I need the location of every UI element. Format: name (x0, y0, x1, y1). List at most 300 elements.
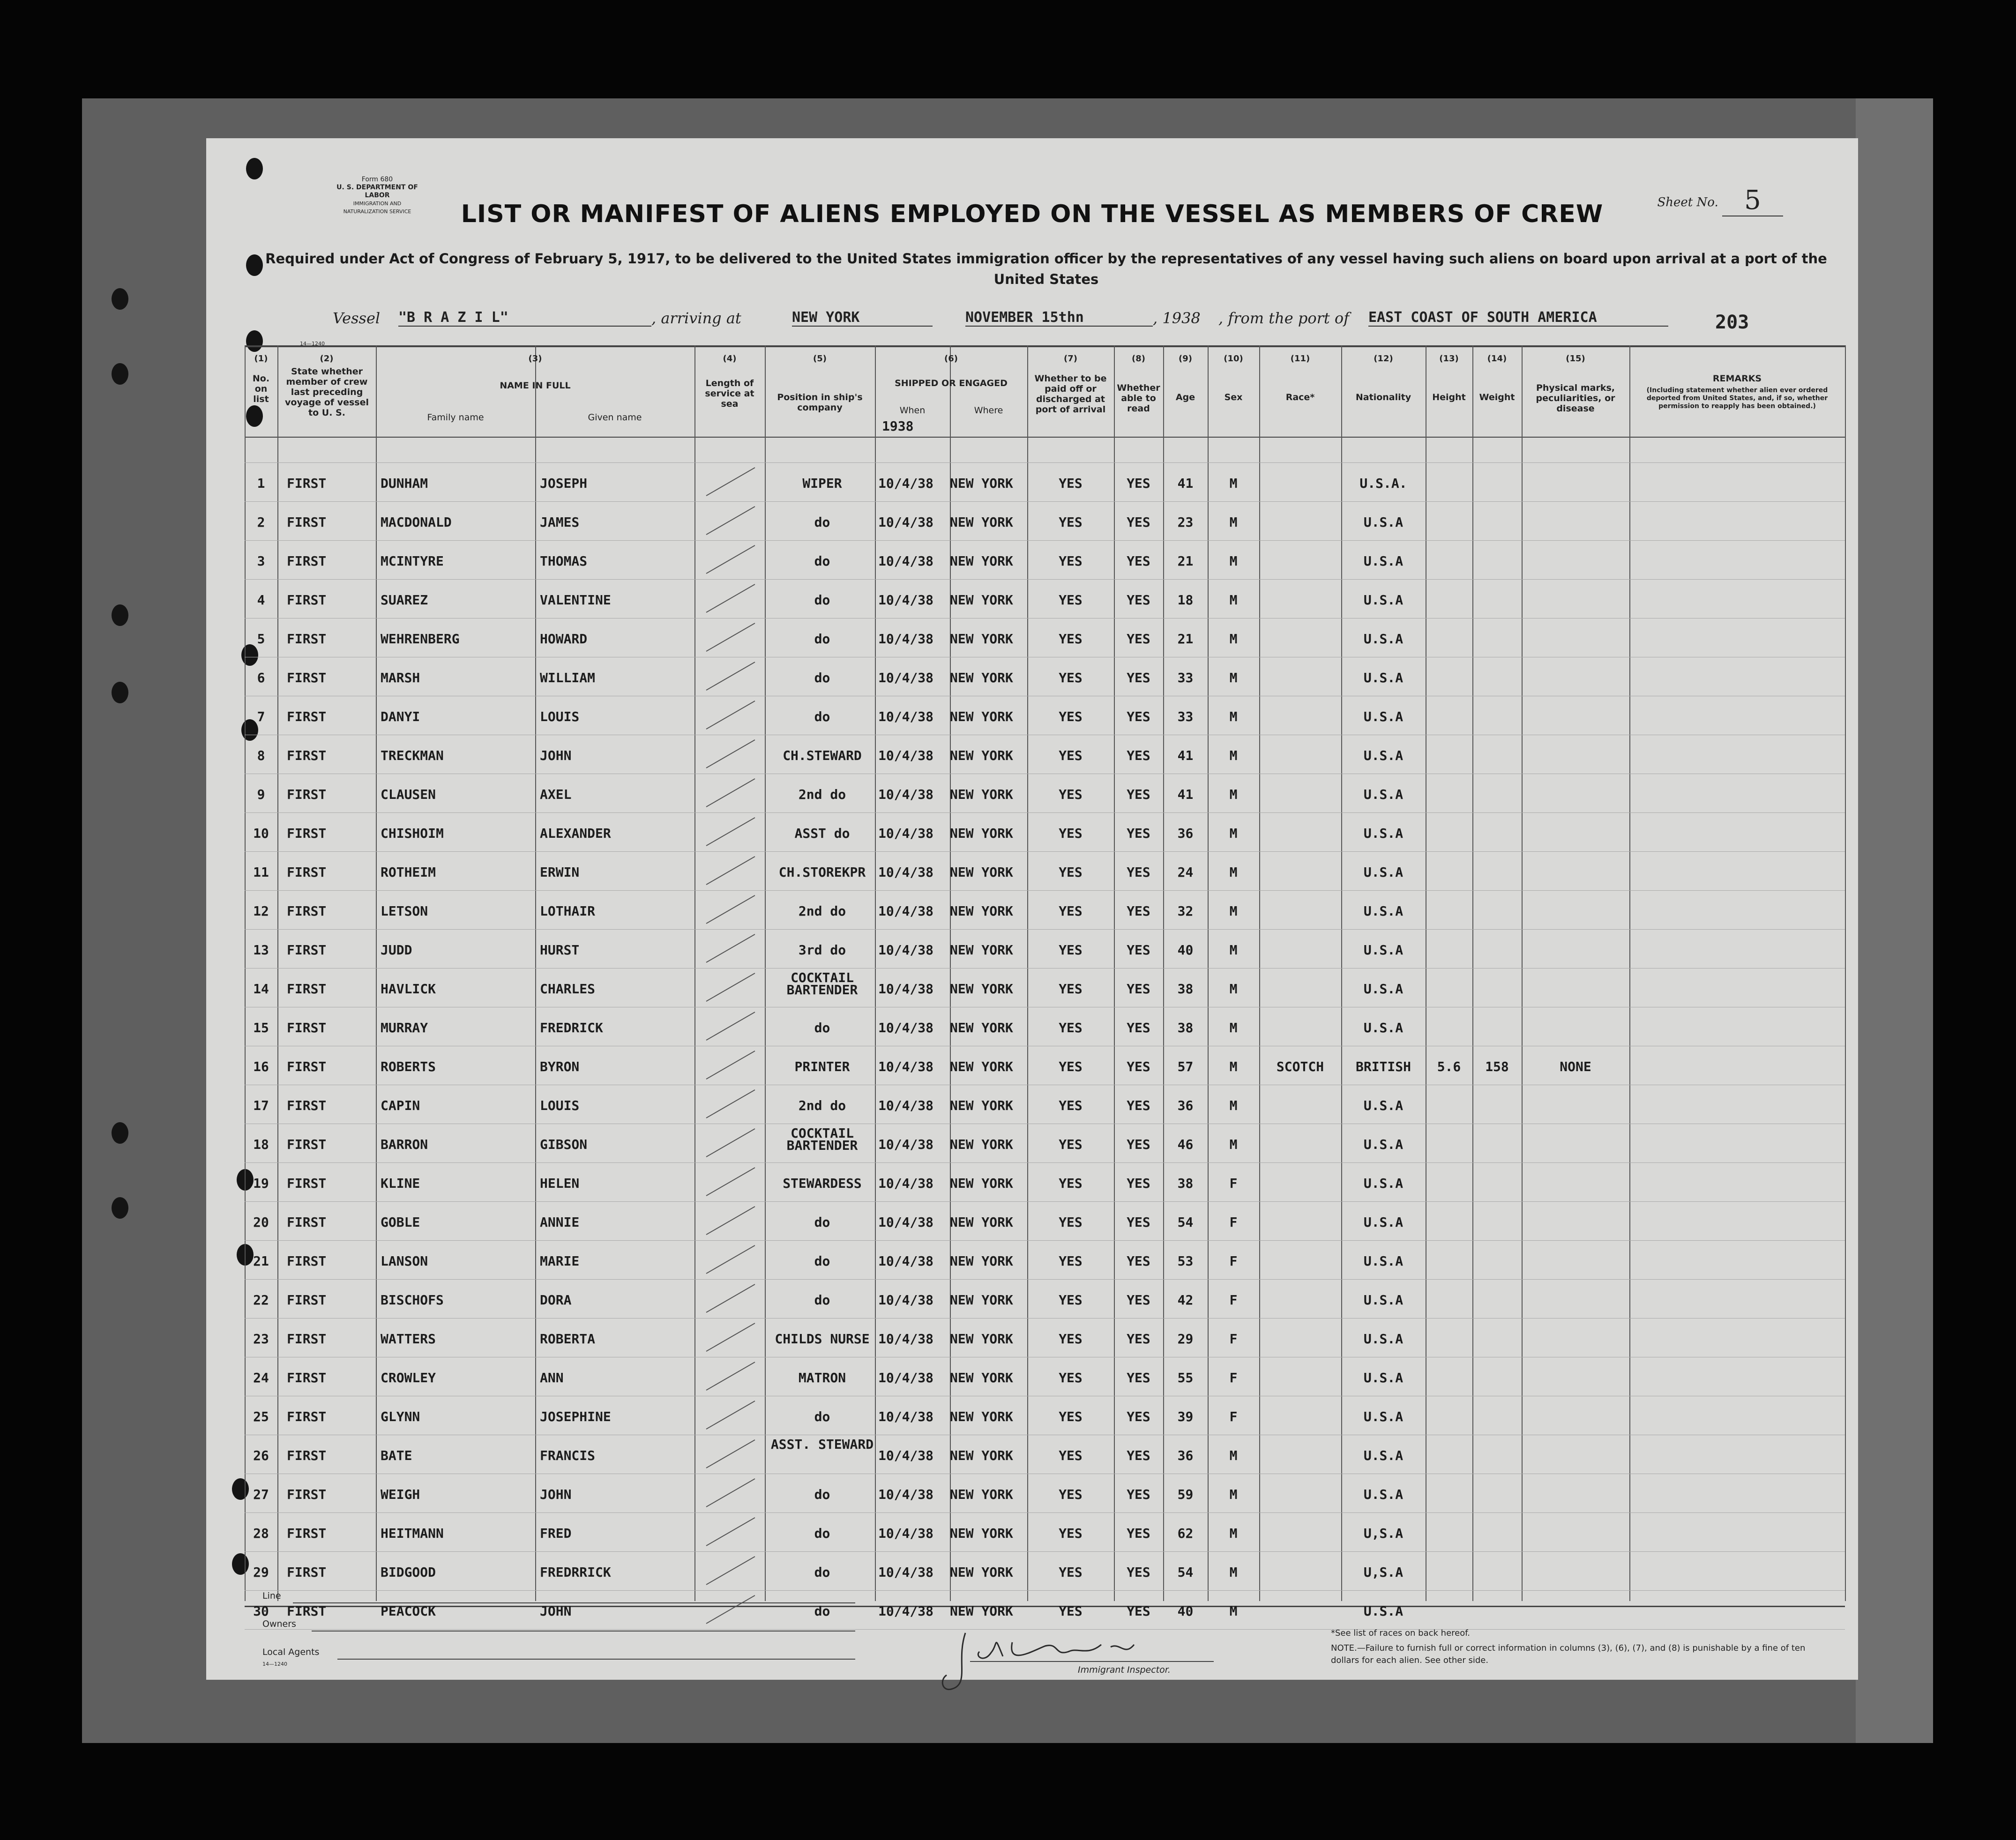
row-rule (245, 1551, 1845, 1552)
shipped-when: 10/4/38 (878, 514, 934, 530)
paid-off: YES (1059, 903, 1083, 919)
able-to-read: YES (1127, 1253, 1150, 1269)
paid-off: YES (1059, 476, 1083, 491)
col-3-number: (3) (528, 354, 542, 364)
age: 36 (1177, 1448, 1194, 1463)
sex: M (1229, 631, 1238, 647)
service-length-mark (706, 1206, 755, 1235)
given-name: HURST (540, 942, 580, 958)
paid-off: YES (1059, 631, 1083, 647)
paid-off: YES (1059, 942, 1083, 958)
crew-status: FIRST (287, 864, 327, 880)
service-length-mark (706, 1284, 755, 1313)
row-number: 23 (253, 1331, 269, 1347)
shipped-where: NEW YORK (950, 1059, 1013, 1074)
service-length-mark (706, 1050, 755, 1080)
given-name: JAMES (540, 514, 580, 530)
able-to-read: YES (1127, 1448, 1150, 1463)
family-name: KLINE (381, 1176, 420, 1191)
row-number: 16 (253, 1059, 269, 1074)
sex: M (1229, 903, 1238, 919)
age: 42 (1177, 1292, 1194, 1308)
crew-status: FIRST (287, 1098, 327, 1113)
position: do (814, 1487, 830, 1502)
crew-status: FIRST (287, 787, 327, 802)
crew-status: FIRST (287, 476, 327, 491)
given-name: CHARLES (540, 981, 596, 997)
given-name: WILLIAM (540, 670, 596, 685)
nationality: U,S.A (1363, 1564, 1404, 1580)
shipped-when: 10/4/38 (878, 1098, 934, 1113)
nationality: U.S.A (1363, 1370, 1404, 1386)
crew-status: FIRST (287, 553, 327, 569)
given-name: ALEXANDER (540, 826, 611, 841)
position: PRINTER (794, 1059, 850, 1074)
nationality: U.S.A (1363, 709, 1404, 724)
paid-off: YES (1059, 1526, 1083, 1541)
from-port: EAST COAST OF SOUTH AMERICA (1368, 309, 1668, 327)
service-length-mark (706, 1089, 755, 1118)
paid-off: YES (1059, 1487, 1083, 1502)
service-length-mark (706, 584, 755, 613)
row-number: 24 (253, 1370, 269, 1386)
family-name: ROTHEIM (381, 864, 436, 880)
paid-off: YES (1059, 1292, 1083, 1308)
sex: M (1229, 1564, 1238, 1580)
nationality: U.S.A (1363, 1487, 1404, 1502)
family-name: WEIGH (381, 1487, 420, 1502)
given-name: LOUIS (540, 709, 580, 724)
sex: M (1229, 670, 1238, 685)
shipped-when: 10/4/38 (878, 592, 934, 608)
paid-off: YES (1059, 553, 1083, 569)
family-name: GOBLE (381, 1214, 420, 1230)
nationality: U,S.A (1363, 1526, 1404, 1541)
row-rule (245, 1590, 1845, 1591)
nationality: U.S.A (1363, 1331, 1404, 1347)
position: do (814, 1292, 830, 1308)
shipped-where: NEW YORK (950, 1526, 1013, 1541)
sex: F (1229, 1176, 1238, 1191)
shipped-when: 10/4/38 (878, 787, 934, 802)
nationality: U.S.A (1363, 1603, 1404, 1619)
paid-off: YES (1059, 826, 1083, 841)
age: 54 (1177, 1564, 1194, 1580)
shipped-where: NEW YORK (950, 1487, 1013, 1502)
able-to-read: YES (1127, 1137, 1150, 1152)
paid-off: YES (1059, 1370, 1083, 1386)
service-length-mark (706, 662, 755, 691)
row-number: 20 (253, 1214, 269, 1230)
service-length-mark (706, 1556, 755, 1585)
paid-off: YES (1059, 787, 1083, 802)
backing-board-edge (1856, 98, 1933, 1743)
column-rule (1522, 345, 1523, 1601)
row-number: 17 (253, 1098, 269, 1113)
age: 39 (1177, 1409, 1194, 1424)
row-number: 5 (257, 631, 265, 647)
able-to-read: YES (1127, 1564, 1150, 1580)
crew-status: FIRST (287, 1137, 327, 1152)
nationality: U.S.A (1363, 903, 1404, 919)
given-name: THOMAS (540, 553, 588, 569)
service-length-mark (706, 1245, 755, 1274)
column-rule (1472, 345, 1473, 1601)
given-name: FRANCIS (540, 1448, 596, 1463)
col-14-header: Weight (1479, 392, 1515, 402)
row-number: 3 (257, 553, 265, 569)
given-name: GIBSON (540, 1137, 588, 1152)
binder-hole (112, 288, 128, 310)
owners-label: Owners (262, 1619, 296, 1629)
age: 57 (1177, 1059, 1194, 1074)
position: do (814, 1409, 830, 1424)
given-name: ANNIE (540, 1214, 580, 1230)
shipped-where: NEW YORK (950, 1020, 1013, 1035)
sex: M (1229, 553, 1238, 569)
given-name-header: Given name (588, 412, 642, 423)
service-length-mark (706, 623, 755, 652)
shipped-when: 10/4/38 (878, 631, 934, 647)
sex: M (1229, 1448, 1238, 1463)
given-name: MARIE (540, 1253, 580, 1269)
shipped-where: NEW YORK (950, 748, 1013, 763)
service-length-mark (706, 739, 755, 768)
family-name: MCINTYRE (381, 553, 444, 569)
paid-off: YES (1059, 1448, 1083, 1463)
given-name: FRED (540, 1526, 572, 1541)
row-rule (245, 1201, 1845, 1202)
nationality: U.S.A (1363, 631, 1404, 647)
crew-status: FIRST (287, 1526, 327, 1541)
sheet-number: 5 (1722, 185, 1783, 216)
binder-hole (112, 1197, 128, 1219)
binder-hole (112, 682, 128, 703)
arrival-year: , 1938 (1153, 309, 1201, 327)
family-name: LANSON (381, 1253, 428, 1269)
position: 3rd do (798, 942, 846, 958)
age: 18 (1177, 592, 1194, 608)
age: 21 (1177, 631, 1194, 647)
shipped-when: 10/4/38 (878, 1059, 934, 1074)
age: 40 (1177, 942, 1194, 958)
shipped-when: 10/4/38 (878, 1214, 934, 1230)
able-to-read: YES (1127, 670, 1150, 685)
family-name: GLYNN (381, 1409, 420, 1424)
age: 32 (1177, 903, 1194, 919)
shipped-where: NEW YORK (950, 1370, 1013, 1386)
shipped-where: NEW YORK (950, 553, 1013, 569)
shipped-where: NEW YORK (950, 1098, 1013, 1113)
nationality: U.S.A (1363, 748, 1404, 763)
service-length-mark (706, 856, 755, 885)
col-7-header: Whether to be paid off or discharged at port of arrival (1034, 373, 1107, 415)
given-name: FREDRRICK (540, 1564, 611, 1580)
service-length-mark (706, 1362, 755, 1391)
service-length-mark (706, 1128, 755, 1157)
service-length-mark (706, 1517, 755, 1546)
shipped-where: NEW YORK (950, 1409, 1013, 1424)
paid-off: YES (1059, 1059, 1083, 1074)
remarks-header: REMARKS (1712, 373, 1762, 384)
col-11-number: (11) (1290, 354, 1310, 364)
crew-status: FIRST (287, 1214, 327, 1230)
shipped-where: NEW YORK (950, 1603, 1013, 1619)
col-1-header: No. on list (252, 373, 270, 404)
row-number: 10 (253, 826, 269, 841)
family-name: MURRAY (381, 1020, 428, 1035)
position: CH.STEWARD (783, 748, 862, 763)
nationality: U.S.A (1363, 1292, 1404, 1308)
age: 59 (1177, 1487, 1194, 1502)
column-rule (1845, 345, 1846, 1601)
nationality: U.S.A (1363, 1020, 1404, 1035)
given-name: BYRON (540, 1059, 580, 1074)
position: do (814, 1020, 830, 1035)
row-rule (245, 501, 1845, 502)
sex: F (1229, 1292, 1238, 1308)
col-15-number: (15) (1566, 354, 1585, 364)
family-name: DANYI (381, 709, 420, 724)
given-name: ROBERTA (540, 1331, 596, 1347)
paid-off: YES (1059, 864, 1083, 880)
shipped-when: 10/4/38 (878, 942, 934, 958)
row-number: 8 (257, 748, 265, 763)
binder-hole (112, 604, 128, 626)
shipped-when: 10/4/38 (878, 1603, 934, 1619)
row-rule (245, 851, 1845, 852)
family-name: TRECKMAN (381, 748, 444, 763)
sex: F (1229, 1370, 1238, 1386)
col-5-number: (5) (813, 354, 827, 364)
family-name: MARSH (381, 670, 420, 685)
age: 23 (1177, 514, 1194, 530)
position: 2nd do (798, 1098, 846, 1113)
row-rule (245, 462, 1845, 463)
row-number: 11 (253, 864, 269, 880)
paid-off: YES (1059, 670, 1083, 685)
able-to-read: YES (1127, 1487, 1150, 1502)
shipped-where: NEW YORK (950, 592, 1013, 608)
shipped-when: 10/4/38 (878, 1448, 934, 1463)
shipped-where: NEW YORK (950, 514, 1013, 530)
column-rule (694, 345, 695, 1601)
shipped-when: 10/4/38 (878, 476, 934, 491)
able-to-read: YES (1127, 1292, 1150, 1308)
sex: M (1229, 864, 1238, 880)
row-number: 1 (257, 476, 265, 491)
family-name: MACDONALD (381, 514, 452, 530)
position: 2nd do (798, 903, 846, 919)
col-1-number: (1) (254, 354, 268, 364)
given-name: AXEL (540, 787, 572, 802)
nationality: U.S.A (1363, 1448, 1404, 1463)
able-to-read: YES (1127, 864, 1150, 880)
shipped-when: 10/4/38 (878, 1564, 934, 1580)
nationality: U.S.A (1363, 1098, 1404, 1113)
paid-off: YES (1059, 709, 1083, 724)
shipped-when: 10/4/38 (878, 1370, 934, 1386)
paid-off: YES (1059, 1098, 1083, 1113)
sex: M (1229, 787, 1238, 802)
sex: M (1229, 748, 1238, 763)
service-length-mark (706, 467, 755, 496)
col-9-header: Age (1175, 392, 1195, 402)
shipped-where: NEW YORK (950, 1214, 1013, 1230)
column-rule (1629, 345, 1630, 1601)
service-length-mark (706, 778, 755, 807)
shipped-when: 10/4/38 (878, 864, 934, 880)
given-name: LOUIS (540, 1098, 580, 1113)
given-name: HOWARD (540, 631, 588, 647)
row-number: 2 (257, 514, 265, 530)
family-name: BIDGOOD (381, 1564, 436, 1580)
col-12-number: (12) (1374, 354, 1393, 364)
shipped-where: NEW YORK (950, 826, 1013, 841)
row-number: 4 (257, 592, 265, 608)
weight: 158 (1485, 1059, 1509, 1074)
nationality: U.S.A (1363, 826, 1404, 841)
col-2-header: State whether member of crew last preceding voyage of vessel to U. S. (285, 366, 369, 418)
shipped-when: 10/4/38 (878, 981, 934, 997)
family-name-header: Family name (427, 412, 484, 423)
position: do (814, 553, 830, 569)
crew-status: FIRST (287, 514, 327, 530)
sex: M (1229, 1059, 1238, 1074)
position: do (814, 1214, 830, 1230)
row-number: 14 (253, 981, 269, 997)
crew-status: FIRST (287, 592, 327, 608)
department: U. S. DEPARTMENT OF LABOR (336, 184, 418, 199)
col-8-number: (8) (1132, 354, 1145, 364)
sex: M (1229, 1603, 1238, 1619)
sex: M (1229, 592, 1238, 608)
shipped-when: 10/4/38 (878, 709, 934, 724)
row-number: 7 (257, 709, 265, 724)
family-name: WEHRENBERG (381, 631, 460, 647)
sex: M (1229, 942, 1238, 958)
able-to-read: YES (1127, 1331, 1150, 1347)
shipped-where: NEW YORK (950, 631, 1013, 647)
crew-status: FIRST (287, 1176, 327, 1191)
shipped-where: NEW YORK (950, 942, 1013, 958)
crew-status: FIRST (287, 1448, 327, 1463)
position: CH.STOREKPR (778, 864, 866, 880)
age: 41 (1177, 748, 1194, 763)
row-number: 13 (253, 942, 269, 958)
able-to-read: YES (1127, 903, 1150, 919)
vessel-label: Vessel (333, 309, 381, 327)
age: 21 (1177, 553, 1194, 569)
col-14-number: (14) (1487, 354, 1507, 364)
able-to-read: YES (1127, 631, 1150, 647)
able-to-read: YES (1127, 787, 1150, 802)
col-8-header: Whether able to read (1117, 383, 1160, 414)
column-rule (1259, 345, 1260, 1601)
given-name: VALENTINE (540, 592, 611, 608)
service-length-mark (706, 1400, 755, 1430)
age: 40 (1177, 1603, 1194, 1619)
col-9-number: (9) (1179, 354, 1192, 364)
position: do (814, 631, 830, 647)
position: CHILDS NURSE (775, 1331, 870, 1347)
inspector-label: Immigrant Inspector. (1078, 1665, 1171, 1675)
family-name: LETSON (381, 903, 428, 919)
able-to-read: YES (1127, 1214, 1150, 1230)
crew-status: FIRST (287, 1253, 327, 1269)
row-rule (245, 890, 1845, 891)
sex: M (1229, 826, 1238, 841)
race: SCOTCH (1276, 1059, 1324, 1074)
row-number: 9 (257, 787, 265, 802)
crew-status: FIRST (287, 709, 327, 724)
shipped-when: 10/4/38 (878, 1409, 934, 1424)
service-length-mark (706, 506, 755, 535)
nationality: U.S.A (1363, 787, 1404, 802)
sex: M (1229, 1487, 1238, 1502)
family-name: BISCHOFS (381, 1292, 444, 1308)
age: 36 (1177, 826, 1194, 841)
shipped-where: NEW YORK (950, 709, 1013, 724)
shipped-when: 10/4/38 (878, 1292, 934, 1308)
shipped-where: NEW YORK (950, 476, 1013, 491)
given-name: JOHN (540, 1487, 572, 1502)
service-length-mark (706, 895, 755, 924)
row-number: 22 (253, 1292, 269, 1308)
paid-off: YES (1059, 1603, 1083, 1619)
race-note: *See list of races on back hereof. (1331, 1628, 1470, 1638)
position: do (814, 1564, 830, 1580)
column-rule (875, 345, 876, 1601)
age: 33 (1177, 709, 1194, 724)
service-length-mark (706, 1012, 755, 1041)
sex: F (1229, 1409, 1238, 1424)
position: do (814, 1253, 830, 1269)
given-name: HELEN (540, 1176, 580, 1191)
footer-form-code: 14—1240 (262, 1661, 287, 1667)
able-to-read: YES (1127, 476, 1150, 491)
service-length-mark (706, 817, 755, 846)
given-name: DORA (540, 1292, 572, 1308)
family-name: CAPIN (381, 1098, 420, 1113)
page-title: LIST OR MANIFEST OF ALIENS EMPLOYED ON THE VESSEL AS MEMBERS OF CREW (461, 200, 1604, 228)
able-to-read: YES (1127, 1370, 1150, 1386)
col-11-header: Race* (1285, 392, 1315, 402)
row-rule (245, 1512, 1845, 1513)
nationality: U.S.A (1363, 553, 1404, 569)
nationality: U.S.A (1363, 1137, 1404, 1152)
nationality: BRITISH (1355, 1059, 1411, 1074)
crew-status: FIRST (287, 1059, 327, 1074)
vessel-name: "B R A Z I L" (398, 309, 651, 327)
family-name: CROWLEY (381, 1370, 436, 1386)
given-name: JOSEPH (540, 476, 588, 491)
sex: M (1229, 1098, 1238, 1113)
sex: F (1229, 1214, 1238, 1230)
able-to-read: YES (1127, 1059, 1150, 1074)
form-number: Form 680 (361, 176, 393, 183)
col-6-header: SHIPPED OR ENGAGED (895, 378, 1008, 388)
form-code: 14—1240 (300, 341, 325, 347)
able-to-read: YES (1127, 1409, 1150, 1424)
row-number: 19 (253, 1176, 269, 1191)
row-number: 18 (253, 1137, 269, 1152)
sex: M (1229, 981, 1238, 997)
given-name: ANN (540, 1370, 564, 1386)
age: 53 (1177, 1253, 1194, 1269)
family-name: WATTERS (381, 1331, 436, 1347)
row-number: 27 (253, 1487, 269, 1502)
